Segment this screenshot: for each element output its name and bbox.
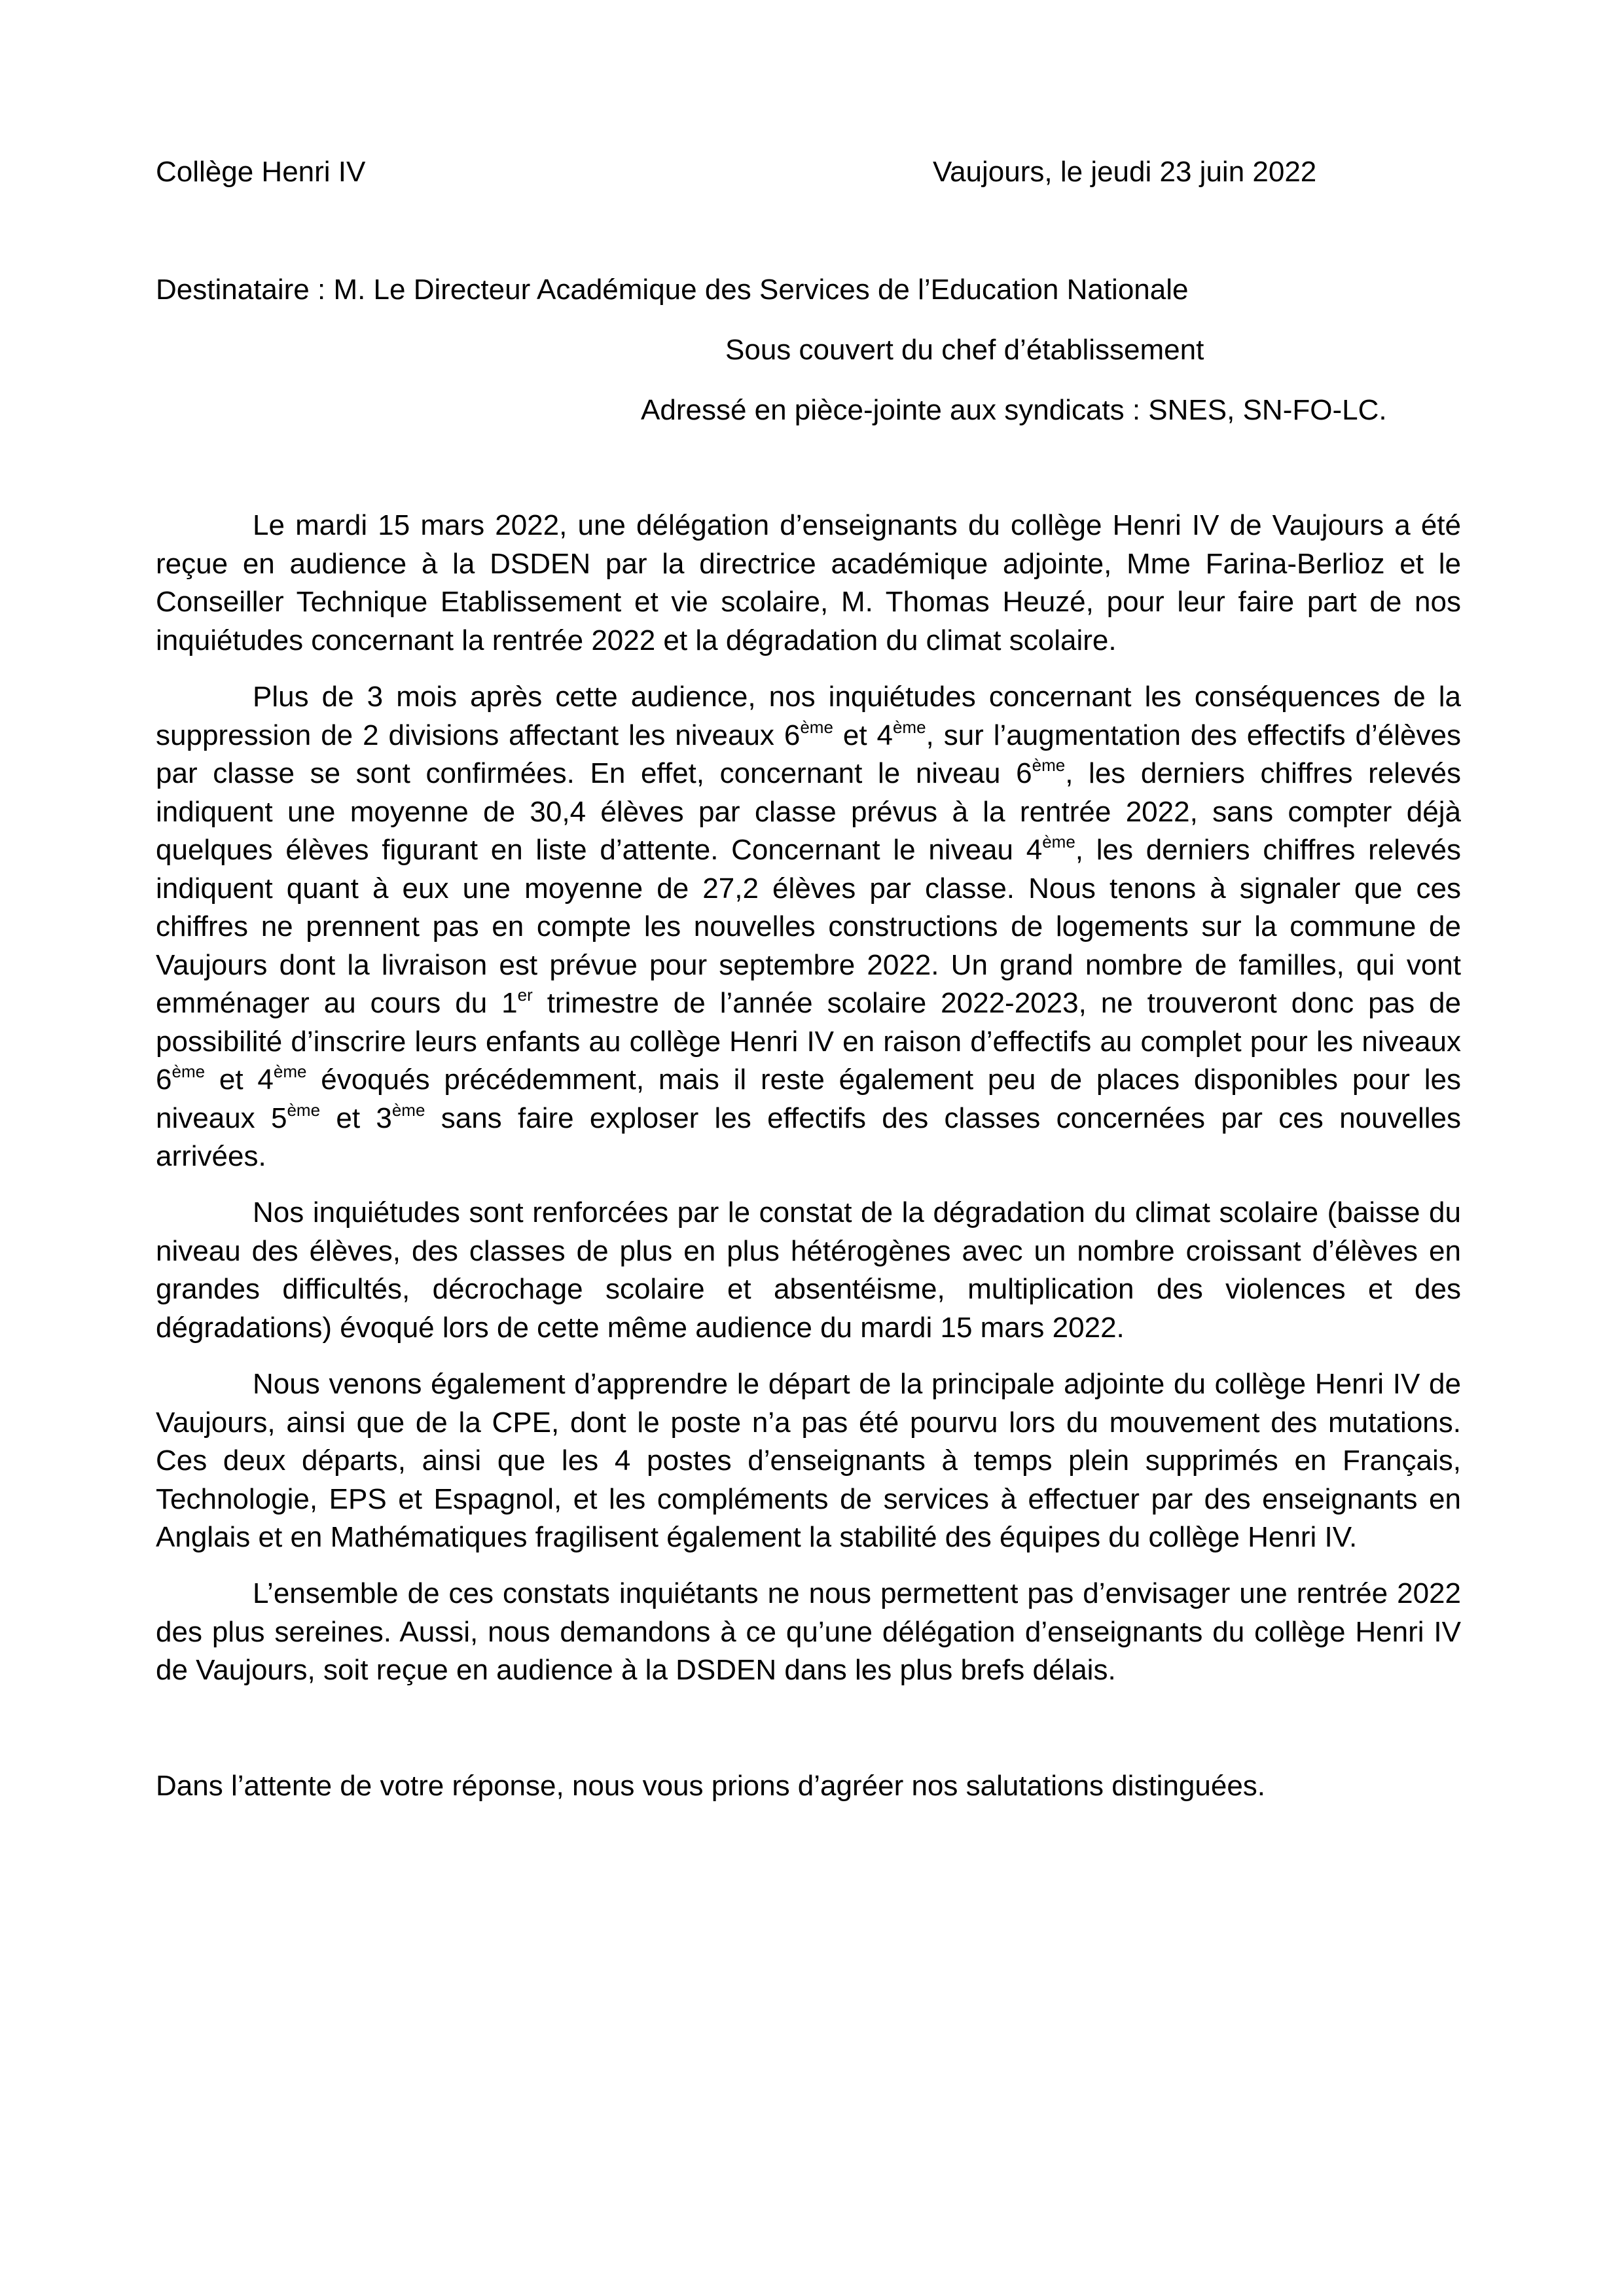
place-date: Vaujours, le jeudi 23 juin 2022 [933,156,1317,188]
paragraph-2: Plus de 3 mois après cette audience, nos inquiétudes concernant les conséquences de la suppression de 2 divisions affectant les niveaux 6ème et 4ème, sur l’augmentation des effectifs d’élèves par classe se sont confirmées. En effet, concernant le niveau 6ème, les derniers chiffres relevés indiquent une moyenne de 30,4 élèves par classe prévus à la rentrée 2022, sans compter déjà quelques élèves figurant en liste d’attente. Concernant le niveau 4ème, les derniers chiffres relevés indiquent quant à eux une moyenne de 27,2 élèves par classe. Nous tenons à signaler que ces chiffres ne prennent pas en compte les nouvelles constructions de logements sur la commune de Vaujours dont la livraison est prévue pour septembre 2022. Un grand nombre de familles, qui vont emménager au cours du 1er trimestre de l’année scolaire 2022-2023, ne trouveront donc pas de possibilité d’inscrire leurs enfants au collège Henri IV en raison d’effectifs au complet pour les niveaux 6ème et 4ème évoqués précédemment, mais il reste également peu de places disponibles pour les niveaux 5ème et 3ème sans faire exploser les effectifs des classes concernées par ces nouvelles arrivées. [156,681,1462,1172]
paragraph-5: L’ensemble de ces constats inquiétants ne nous permettent pas d’envisager une rentrée 2022 des plus sereines. Aussi, nous demandons à ce qu’une délégation d’enseignants du collège Henri IV de Vaujours, soit reçue en audience à la DSDEN dans les plus brefs délais. [156,1577,1461,1686]
closing-line: Dans l’attente de votre réponse, nous vous prions d’agréer nos salutations distinguées. [156,1770,1266,1802]
recipient-line: Destinataire : M. Le Directeur Académique des Services de l’Education Nationale [156,274,1189,306]
paragraph-4: Nous venons également d’apprendre le départ de la principale adjointe du collège Henri IV de Vaujours, ainsi que de la CPE, dont le poste n’a pas été pourvu lors du mouvement des mutations. Ces deux départs, ainsi que les 4 postes d’enseignants à temps plein supprimés en Français, Technologie, EPS et Espagnol, et les compléments de services à effectuer par des enseignants en Anglais et en Mathématiques fragilisent également la stabilité des équipes du collège Henri IV. [156,1368,1461,1553]
sender-name: Collège Henri IV [156,156,366,188]
paragraph-3: Nos inquiétudes sont renforcées par le constat de la dégradation du climat scolaire (baisse du niveau des élèves, des classes de plus en plus hétérogènes avec un nombre croissant d’élèves en grandes difficultés, décrochage scolaire et absentéisme, multiplication des violences et des dégradations) évoqué lors de cette même audience du mardi 15 mars 2022. [156,1196,1461,1344]
paragraph-1: Le mardi 15 mars 2022, une délégation d’enseignants du collège Henri IV de Vaujours a été reçue en audience à la DSDEN par la directrice académique adjointe, Mme Farina-Berlioz et le Conseiller Technique Etablissement et vie scolaire, M. Thomas Heuzé, pour leur faire part de nos inquiétudes concernant la rentrée 2022 et la dégradation du climat scolaire. [156,509,1461,656]
copy-line: Adressé en pièce-jointe aux syndicats : SNES, SN-FO-LC. [641,394,1387,426]
cover-line: Sous couvert du chef d’établissement [725,334,1204,366]
